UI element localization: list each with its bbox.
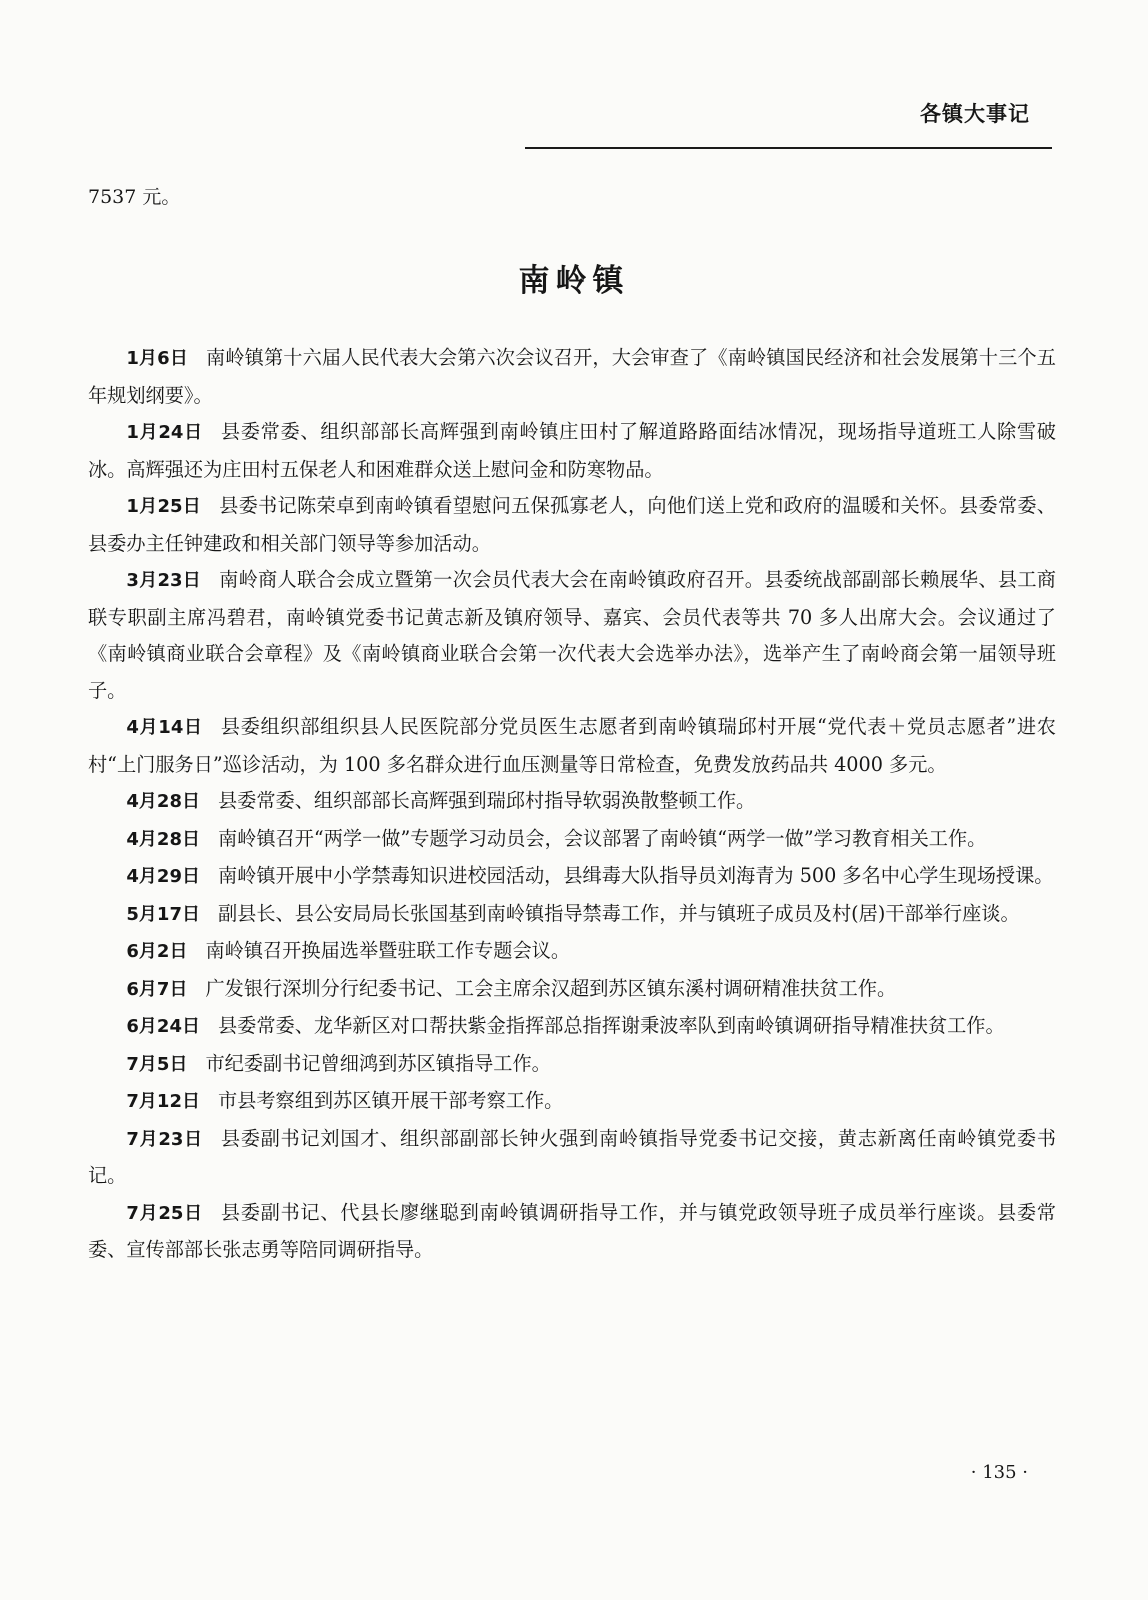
entry-text: 县委常委、龙华新区对口帮扶紫金指挥部总指挥谢秉波率队到南岭镇调研指导精准扶贫工作。 bbox=[217, 1014, 1005, 1037]
chronicle-entry bbox=[88, 821, 1056, 859]
entry-date: 6月2日 bbox=[126, 941, 188, 962]
entry-text: 南岭镇召开“两学一做”专题学习动员会，会议部署了南岭镇“两学一做”学习教育相关工作。 bbox=[217, 826, 987, 850]
carry-over-text: 7537 元。 bbox=[88, 186, 181, 208]
section-title: 南岭镇 bbox=[518, 263, 630, 299]
entry-text: 广发银行深圳分行纪委书记、工会主席余汉超到苏区镇东溪村调研精准扶贫工作。 bbox=[205, 976, 897, 1000]
chronicle-entry bbox=[88, 340, 1056, 414]
chronicle-entry bbox=[88, 933, 1056, 971]
entry-text: 南岭镇第十六届人民代表大会第六次会议召开，大会审查了《南岭镇国民经济和社会发展第十三个五年规划纲要》。 bbox=[88, 346, 1056, 407]
chronicle-entry bbox=[88, 858, 1056, 896]
entry-date: 4月28日 bbox=[126, 791, 200, 812]
entry-date: 4月14日 bbox=[126, 717, 203, 738]
entry-text: 县委常委、组织部部长高辉强到瑞邱村指导软弱涣散整顿工作。 bbox=[217, 789, 756, 812]
chronicle-entry bbox=[88, 971, 1056, 1009]
entry-date: 3月23日 bbox=[126, 570, 202, 591]
entry-date: 1月25日 bbox=[126, 496, 202, 517]
entry-date: 4月28日 bbox=[126, 828, 200, 850]
header-rule bbox=[525, 147, 1052, 149]
entry-date: 7月25日 bbox=[126, 1202, 203, 1224]
running-header-title: 各镇大事记 bbox=[920, 102, 1030, 126]
chronicle-entry bbox=[88, 1046, 1056, 1084]
entry-date: 1月6日 bbox=[126, 348, 188, 369]
entry-text: 南岭镇召开换届选举暨驻联工作专题会议。 bbox=[205, 939, 571, 962]
chronicle-entries bbox=[88, 340, 1056, 1269]
entry-text: 南岭镇开展中小学禁毒知识进校园活动，县缉毒大队指导员刘海青为 500 多名中心学生现场授课。 bbox=[217, 864, 1054, 887]
entry-date: 7月23日 bbox=[126, 1128, 203, 1150]
entry-date: 6月24日 bbox=[126, 1016, 200, 1037]
entry-text: 县委书记陈荣卓到南岭镇看望慰问五保孤寡老人，向他们送上党和政府的温暖和关怀。县委常委、县委办主任钟建政和相关部门领导等参加活动。 bbox=[88, 494, 1056, 555]
entry-text: 市县考察组到苏区镇开展干部考察工作。 bbox=[217, 1089, 564, 1112]
chronicle-entry bbox=[88, 1195, 1056, 1269]
entry-date: 1月24日 bbox=[126, 422, 203, 443]
chronicle-entry bbox=[88, 562, 1056, 709]
chronicle-entry bbox=[88, 1083, 1056, 1121]
entry-text: 副县长、县公安局局长张国基到南岭镇指导禁毒工作，并与镇班子成员及村(居)干部举行座谈。 bbox=[217, 901, 1020, 925]
entry-text: 县委副书记、代县长廖继聪到南岭镇调研指导工作，并与镇党政领导班子成员举行座谈。县委常委、宣传部部长张志勇等陪同调研指导。 bbox=[88, 1200, 1056, 1261]
entry-text: 南岭商人联合会成立暨第一次会员代表大会在南岭镇政府召开。县委统战部副部长赖展华、县工商联专职副主席冯碧君，南岭镇党委书记黄志新及镇府领导、嘉宾、会员代表等共 70 多人出席大会。会议通过了《南岭镇商业联合会章程》及《南岭镇商业联合会第一次代表大会选举办法》，选举产生了南岭商会第一届领导班子。 bbox=[88, 568, 1056, 702]
entry-text: 市纪委副书记曾细鸿到苏区镇指导工作。 bbox=[205, 1051, 551, 1075]
chronicle-entry bbox=[88, 1121, 1056, 1195]
entry-date: 5月17日 bbox=[126, 903, 200, 925]
chronicle-entry bbox=[88, 414, 1056, 488]
chronicle-entry bbox=[88, 488, 1056, 562]
entry-date: 7月5日 bbox=[126, 1053, 188, 1075]
entry-text: 县委常委、组织部部长高辉强到南岭镇庄田村了解道路路面结冰情况，现场指导道班工人除雪破冰。高辉强还为庄田村五保老人和困难群众送上慰问金和防寒物品。 bbox=[88, 420, 1056, 481]
chronicle-entry bbox=[88, 896, 1056, 934]
entry-text: 县委组织部组织县人民医院部分党员医生志愿者到南岭镇瑞邱村开展“党代表＋党员志愿者”进农村“上门服务日”巡诊活动，为 100 多名群众进行血压测量等日常检查，免费发放药品共 4000 多元。 bbox=[88, 715, 1056, 776]
entry-date: 6月7日 bbox=[126, 978, 188, 1000]
entry-text: 县委副书记刘国才、组织部副部长钟火强到南岭镇指导党委书记交接，黄志新离任南岭镇党委书记。 bbox=[88, 1126, 1056, 1187]
chronicle-entry bbox=[88, 709, 1056, 783]
entry-date: 7月12日 bbox=[126, 1091, 200, 1112]
chronicle-entry bbox=[88, 1008, 1056, 1046]
chronicle-entry bbox=[88, 783, 1056, 821]
entry-date: 4月29日 bbox=[126, 866, 200, 887]
page-number: · 135 · bbox=[970, 1462, 1028, 1483]
